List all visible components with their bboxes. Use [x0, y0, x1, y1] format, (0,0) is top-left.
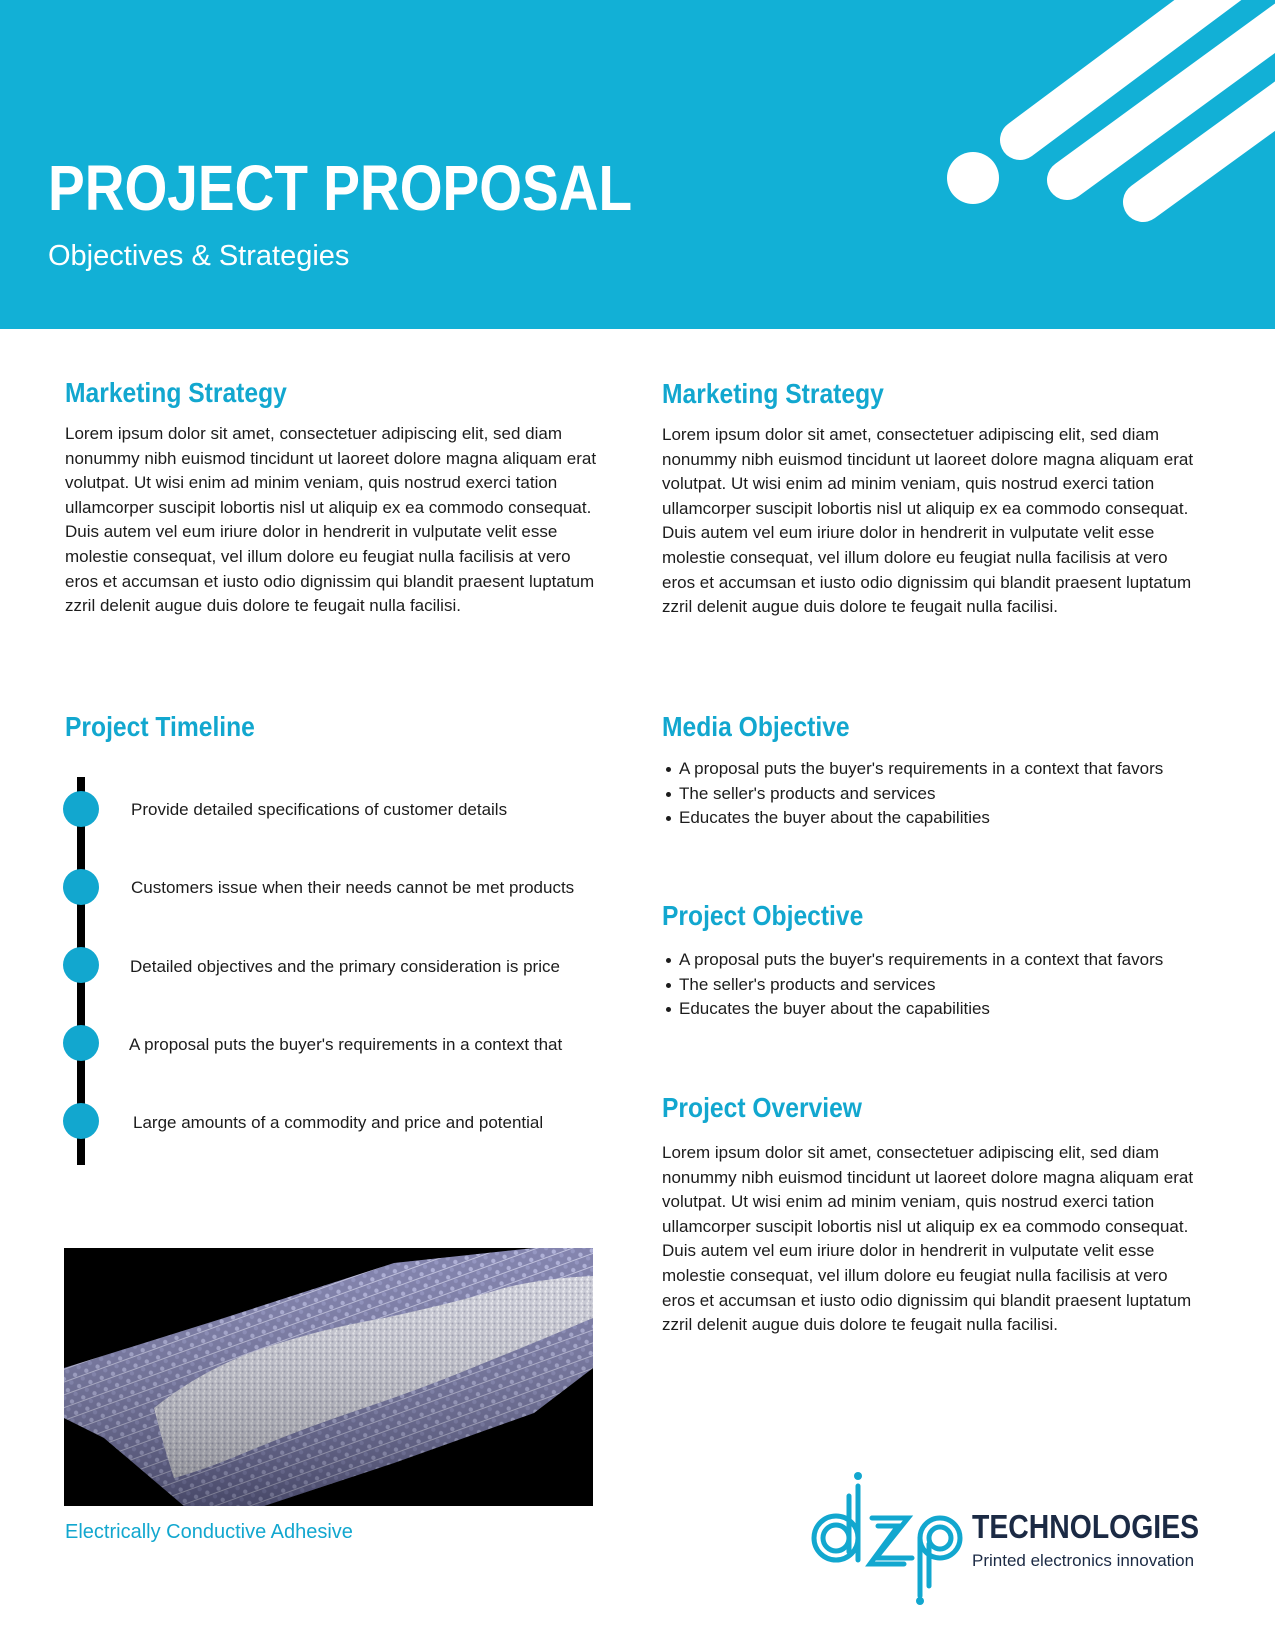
timeline-dot	[63, 1025, 99, 1061]
timeline-dot	[63, 1103, 99, 1139]
company-logo	[800, 1466, 1200, 1606]
timeline-item: A proposal puts the buyer's requirements in a context that	[129, 1035, 563, 1054]
logo-node-shape	[854, 1472, 862, 1480]
project-objective-list	[662, 948, 1163, 1022]
dzp-logo-mark	[800, 1466, 965, 1606]
header-banner	[0, 0, 1275, 329]
list-item: Educates the buyer about the capabilities	[662, 806, 1163, 831]
list-item: The seller's products and services	[662, 973, 1163, 998]
header-dot-shape	[947, 152, 999, 204]
marketing-strategy-heading-right: Marketing Strategy	[662, 378, 884, 409]
timeline-dot	[63, 947, 99, 983]
photo-shading-shape	[64, 1248, 593, 1506]
timeline-dot	[63, 869, 99, 905]
timeline-item: Large amounts of a commodity and price and potential	[133, 1113, 544, 1132]
logo-company-name: TECHNOLOGIES	[972, 1508, 1200, 1545]
page-subtitle: Objectives & Strategies	[48, 240, 350, 272]
list-item: A proposal puts the buyer's requirements in a context that favors	[662, 757, 1163, 782]
marketing-strategy-body-right: Lorem ipsum dolor sit amet, consectetuer adipiscing elit, sed diam nonummy nibh euismod tincidunt ut laoreet dolore magna aliquam erat volutpat. Ut wisi enim ad minim veniam, quis nostrud exerci tation ullamcorper suscipit lobortis nisl ut aliquip ex ea commodo consequat. Duis autem vel eum iriure dolor in hendrerit in vulputate velit esse molestie consequat, vel illum dolore eu feugiat nulla facilisis at vero eros et accumsan et iusto odio dignissim qui blandit praesent luptatum zzril delenit augue duis dolore te feugait nulla facilisi.	[662, 425, 1194, 617]
image-caption: Electrically Conductive Adhesive	[65, 1521, 353, 1543]
marketing-strategy-heading-left: Marketing Strategy	[65, 377, 287, 408]
logo-node-shape	[916, 1597, 924, 1605]
list-item: A proposal puts the buyer's requirements in a context that favors	[662, 948, 1163, 973]
list-item: Educates the buyer about the capabilities	[662, 997, 1163, 1022]
project-timeline-heading: Project Timeline	[65, 711, 255, 742]
project-overview-heading: Project Overview	[662, 1092, 862, 1123]
adhesive-photo	[64, 1248, 593, 1506]
project-objective-heading: Project Objective	[662, 900, 864, 931]
logo-d-bowl-shape	[823, 1525, 849, 1551]
timeline-item: Customers issue when their needs cannot be met products	[131, 878, 575, 897]
logo-tagline: Printed electronics innovation	[972, 1551, 1195, 1570]
marketing-strategy-body-left: Lorem ipsum dolor sit amet, consectetuer adipiscing elit, sed diam nonummy nibh euismod tincidunt ut laoreet dolore magna aliquam erat volutpat. Ut wisi enim ad minim veniam, quis nostrud exerci tation ullamcorper suscipit lobortis nisl ut aliquip ex ea commodo consequat. Duis autem vel eum iriure dolor in hendrerit in vulputate velit esse molestie consequat, vel illum dolore eu feugiat nulla facilisis at vero eros et accumsan et iusto odio dignissim qui blandit praesent luptatum zzril delenit augue duis dolore te feugait nulla facilisi.	[65, 424, 597, 616]
list-item: The seller's products and services	[662, 782, 1163, 807]
media-objective-list	[662, 757, 1163, 831]
timeline-item: Detailed objectives and the primary consideration is price	[130, 957, 560, 976]
project-overview-body: Lorem ipsum dolor sit amet, consectetuer adipiscing elit, sed diam nonummy nibh euismod tincidunt ut laoreet dolore magna aliquam erat volutpat. Ut wisi enim ad minim veniam, quis nostrud exerci tation ullamcorper suscipit lobortis nisl ut aliquip ex ea commodo consequat. Duis autem vel eum iriure dolor in hendrerit in vulputate velit esse molestie consequat, vel illum dolore eu feugiat nulla facilisis at vero eros et accumsan et iusto odio dignissim qui blandit praesent luptatum zzril delenit augue duis dolore te feugait nulla facilisi.	[662, 1143, 1194, 1335]
logo-p-bowl-shape	[920, 1518, 960, 1558]
page-title: PROJECT PROPOSAL	[48, 152, 633, 224]
media-objective-heading: Media Objective	[662, 711, 850, 742]
logo-p-bowl-shape	[929, 1527, 951, 1549]
adhesive-photo-illustration	[64, 1248, 593, 1506]
timeline-dot	[63, 791, 99, 827]
timeline-item: Provide detailed specifications of customer details	[131, 800, 508, 819]
